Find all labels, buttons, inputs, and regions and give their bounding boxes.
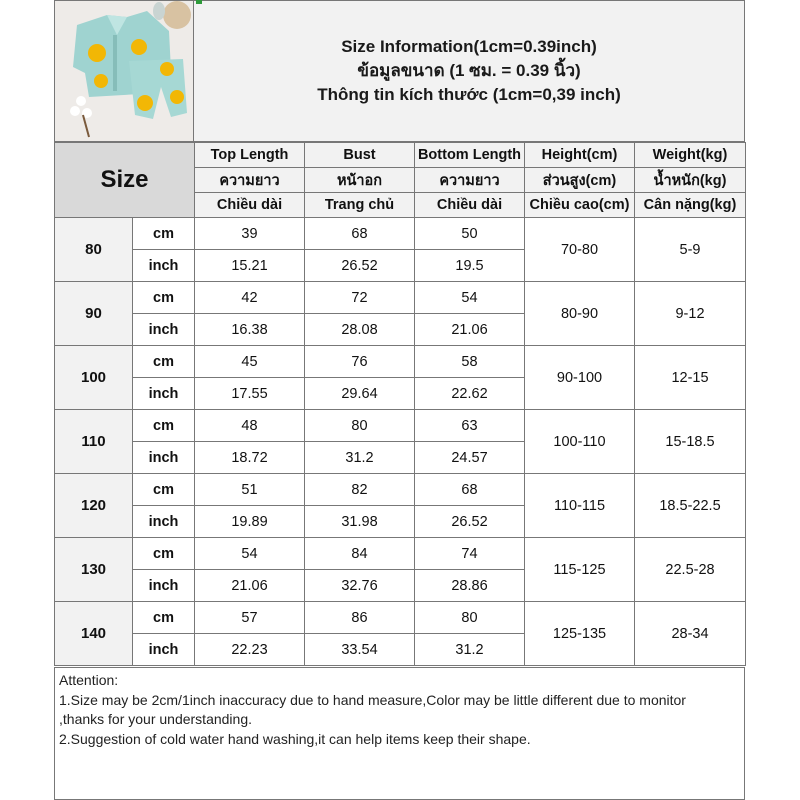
bust-inch: 31.2 [305,442,415,474]
note-line: 2.Suggestion of cold water hand washing,it can help items keep their shape. [59,730,531,747]
top-length-cm: 42 [195,282,305,314]
top-length-cm: 48 [195,410,305,442]
bottom-length-cm: 50 [415,218,525,250]
col-header-bottom-length: Bottom Length [415,143,525,168]
col-header-top-length-th: ความยาว [195,168,305,193]
product-photo [54,0,194,142]
size-table [54,142,746,666]
col-header-weight-th: น้ำหนัก(kg) [635,168,746,193]
weight-range: 28-34 [635,602,746,666]
size-value: 130 [55,538,133,602]
bust-inch: 32.76 [305,570,415,602]
unit-inch: inch [133,506,195,538]
weight-range: 15-18.5 [635,410,746,474]
size-value: 80 [55,218,133,282]
weight-range: 18.5-22.5 [635,474,746,538]
col-header-bust: Bust [305,143,415,168]
bottom-length-cm: 63 [415,410,525,442]
col-header-bust-vi: Trang chủ [305,193,415,218]
bottom-length-cm: 80 [415,602,525,634]
bottom-length-inch: 21.06 [415,314,525,346]
col-header-bottom-length-th: ความยาว [415,168,525,193]
weight-range: 12-15 [635,346,746,410]
bottom-length-cm: 54 [415,282,525,314]
top-length-inch: 16.38 [195,314,305,346]
unit-cm: cm [133,218,195,250]
title-thai: ข้อมูลขนาด (1 ซม. = 0.39 นิ้ว) [357,61,581,80]
table-row [55,346,746,378]
col-header-bottom-length-vi: Chiều dài [415,193,525,218]
height-range: 80-90 [525,282,635,346]
top-length-inch: 22.23 [195,634,305,666]
size-chart-sheet [54,0,745,800]
weight-range: 5-9 [635,218,746,282]
height-range: 125-135 [525,602,635,666]
bust-cm: 72 [305,282,415,314]
unit-inch: inch [133,442,195,474]
col-header-top-length: Top Length [195,143,305,168]
notes-heading: Attention: [59,672,119,688]
header-row-english [55,143,746,168]
bust-inch: 31.98 [305,506,415,538]
unit-cm: cm [133,410,195,442]
size-column-label: Size [55,143,195,218]
bust-cm: 80 [305,410,415,442]
bottom-length-cm: 68 [415,474,525,506]
top-length-cm: 39 [195,218,305,250]
unit-cm: cm [133,346,195,378]
bust-cm: 68 [305,218,415,250]
top-length-cm: 51 [195,474,305,506]
table-row [55,282,746,314]
col-header-weight: Weight(kg) [635,143,746,168]
top-length-inch: 19.89 [195,506,305,538]
table-row [55,602,746,634]
title-block [194,0,745,142]
size-value: 90 [55,282,133,346]
height-range: 90-100 [525,346,635,410]
top-length-inch: 15.21 [195,250,305,282]
table-row [55,218,746,250]
unit-inch: inch [133,378,195,410]
size-value: 100 [55,346,133,410]
top-length-inch: 17.55 [195,378,305,410]
bust-inch: 28.08 [305,314,415,346]
bust-cm: 76 [305,346,415,378]
size-value: 140 [55,602,133,666]
col-header-height: Height(cm) [525,143,635,168]
bottom-length-inch: 31.2 [415,634,525,666]
bust-cm: 82 [305,474,415,506]
col-header-height-vi: Chiều cao(cm) [525,193,635,218]
bottom-length-inch: 24.57 [415,442,525,474]
top-length-inch: 18.72 [195,442,305,474]
col-header-weight-vi: Cân nặng(kg) [635,193,746,218]
table-row [55,410,746,442]
height-range: 115-125 [525,538,635,602]
col-header-top-length-vi: Chiều dài [195,193,305,218]
height-range: 70-80 [525,218,635,282]
bottom-length-cm: 58 [415,346,525,378]
pajama-set-photo-icon [55,1,194,142]
bottom-length-inch: 22.62 [415,378,525,410]
bust-inch: 29.64 [305,378,415,410]
weight-range: 22.5-28 [635,538,746,602]
unit-cm: cm [133,538,195,570]
height-range: 100-110 [525,410,635,474]
table-row [55,474,746,506]
unit-inch: inch [133,634,195,666]
weight-range: 9-12 [635,282,746,346]
bust-inch: 33.54 [305,634,415,666]
bust-cm: 84 [305,538,415,570]
col-header-bust-th: หน้าอก [305,168,415,193]
top-length-cm: 57 [195,602,305,634]
attention-notes [54,667,745,800]
bottom-length-inch: 26.52 [415,506,525,538]
table-row [55,538,746,570]
size-value: 120 [55,474,133,538]
note-line: ,thanks for your understanding. [59,711,253,727]
title-english: Size Information(1cm=0.39inch) [341,37,597,56]
unit-cm: cm [133,474,195,506]
top-length-inch: 21.06 [195,570,305,602]
unit-cm: cm [133,282,195,314]
unit-inch: inch [133,250,195,282]
unit-inch: inch [133,314,195,346]
corner-marker [196,0,202,4]
bottom-length-cm: 74 [415,538,525,570]
bust-inch: 26.52 [305,250,415,282]
unit-cm: cm [133,602,195,634]
bust-cm: 86 [305,602,415,634]
bottom-length-inch: 19.5 [415,250,525,282]
height-range: 110-115 [525,474,635,538]
note-line: 1.Size may be 2cm/1inch inaccuracy due to hand measure,Color may be little different due to monitor [59,691,686,708]
top-length-cm: 45 [195,346,305,378]
unit-inch: inch [133,570,195,602]
col-header-height-th: ส่วนสูง(cm) [525,168,635,193]
size-value: 110 [55,410,133,474]
bottom-length-inch: 28.86 [415,570,525,602]
title-vietnamese: Thông tin kích thước (1cm=0,39 inch) [317,85,621,104]
top-length-cm: 54 [195,538,305,570]
